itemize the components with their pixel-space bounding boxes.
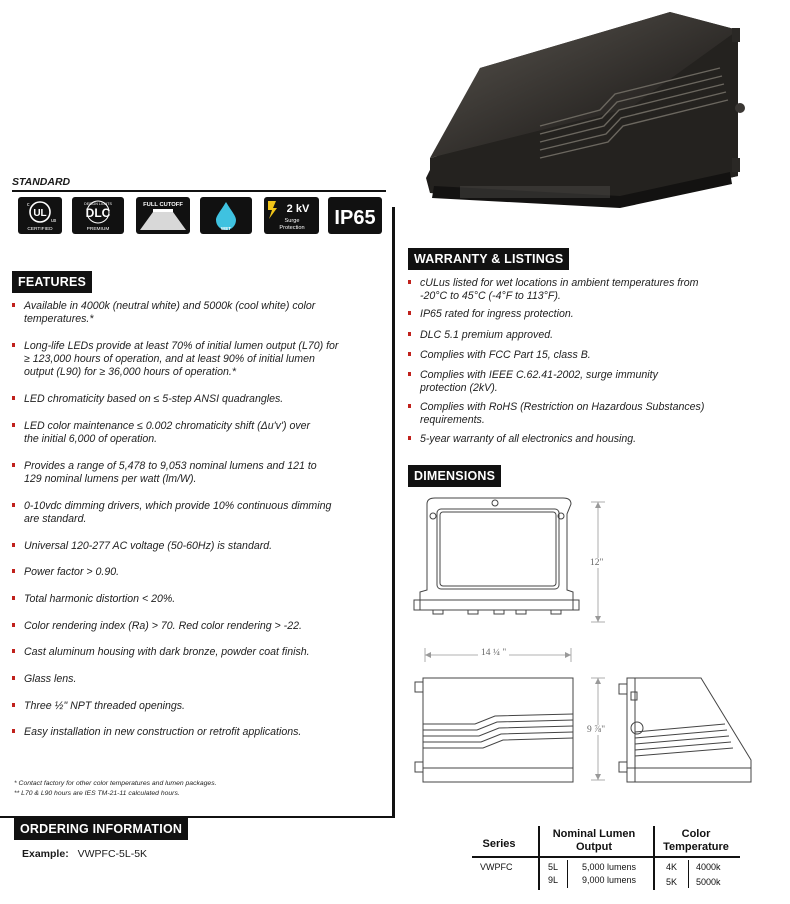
standard-label: STANDARD	[12, 176, 71, 188]
bullet-icon	[12, 676, 15, 680]
list-item-text	[24, 460, 317, 486]
color-header-2: Temperature	[663, 841, 729, 853]
column-divider	[392, 207, 395, 817]
table-header-rule	[472, 856, 740, 858]
surge-text: Surge	[284, 218, 300, 224]
list-item-text	[420, 401, 704, 427]
list-item-line: 0-10vdc dimming drivers, which provide 10% continuous dimming	[24, 500, 332, 512]
temp-value-1: 4000k	[696, 862, 721, 872]
list-item-line: LED chromaticity based on ≤ 5-step ANSI quadrangles.	[24, 393, 284, 405]
ul-certified-badge	[18, 197, 62, 234]
temp-code-2: 5K	[666, 877, 678, 887]
ip65-text: IP65	[334, 207, 376, 229]
bullet-icon	[12, 396, 15, 400]
list-item-line: output (L90) for ≥ 36,000 hours of operation.*	[24, 366, 236, 378]
height-dimension-label: 12"	[590, 558, 604, 568]
list-item-text	[420, 329, 553, 342]
list-item-text	[420, 349, 591, 362]
list-item-line: cULus listed for wet locations in ambient temperatures from	[420, 277, 699, 289]
lumen-value-1: 5,000 lumens	[582, 862, 637, 872]
list-item-text	[24, 726, 301, 739]
features-title: FEATURES	[12, 271, 92, 293]
list-item-line: Power factor > 0.90.	[24, 566, 120, 578]
bullet-icon	[12, 343, 15, 347]
list-item-text	[24, 620, 302, 633]
ul-c-mark: c	[27, 202, 30, 208]
list-item-line: Glass lens.	[24, 673, 77, 685]
bullet-icon	[12, 729, 15, 733]
bullet-icon	[12, 463, 15, 467]
footnote-1: * Contact factory for other color temperatures and lumen packages.	[14, 780, 217, 787]
bullet-icon	[408, 404, 411, 408]
lumen-header-2: Output	[575, 841, 613, 853]
table-divider-1	[538, 826, 540, 890]
list-item-line: Complies with IEEE C.62.41-2002, surge immunity	[420, 369, 658, 381]
list-item-line: temperatures.*	[24, 313, 94, 325]
example-label: Example:	[22, 848, 69, 860]
features-list	[12, 300, 382, 750]
list-item-line: 5-year warranty of all electronics and housing.	[420, 433, 637, 445]
list-item-line: Complies with FCC Part 15, class B.	[420, 349, 591, 361]
list-item-line: Available in 4000k (neutral white) and 5000k (cool white) color	[24, 300, 316, 312]
full-cutoff-text: FULL CUTOFF	[143, 202, 183, 208]
table-divider-2	[653, 826, 655, 890]
ordering-example	[22, 848, 147, 860]
wet-text: WET	[220, 226, 232, 231]
list-item-text	[420, 369, 658, 395]
dimension-drawings	[405, 492, 765, 792]
lumen-value-2: 9,000 lumens	[582, 875, 637, 885]
example-value: VWPFC-5L-5K	[77, 848, 148, 860]
list-item-text	[24, 566, 119, 579]
temp-value-2: 5000k	[696, 877, 721, 887]
bullet-icon	[12, 703, 15, 707]
surge-protection-badge	[264, 197, 319, 234]
list-item-text	[420, 308, 574, 321]
width-dimension-label: 14 ¼ "	[478, 648, 509, 658]
list-item-text	[24, 393, 283, 406]
protection-text: Protection	[279, 225, 305, 231]
lumen-code-1: 5L	[548, 862, 559, 872]
list-item-text	[24, 420, 310, 446]
dlc-premium-badge	[72, 197, 124, 234]
bullet-icon	[12, 503, 15, 507]
list-item-line: Color rendering index (Ra) > 70. Red color rendering > -22.	[24, 620, 302, 632]
list-item-line: Three ½" NPT threaded openings.	[24, 700, 185, 712]
dlc-ring-text: DESIGN LIGHTS	[84, 202, 112, 206]
dimensions-title: DIMENSIONS	[408, 465, 501, 487]
list-item-line: Total harmonic distortion < 20%.	[24, 593, 176, 605]
surge-kv-text: 2 kV	[286, 203, 310, 215]
bullet-icon	[12, 596, 15, 600]
depth-dimension-label: 9 ⅞"	[587, 725, 606, 735]
bullet-icon	[12, 623, 15, 627]
bullet-icon	[408, 436, 411, 440]
dlc-premium-text: PREMIUM	[86, 227, 110, 232]
footnote-2: ** L70 & L90 hours are IES TM-21-11 calculated hours.	[14, 790, 180, 797]
bullet-icon	[408, 372, 411, 376]
list-item-text	[420, 433, 636, 446]
ul-certified-text: CERTIFIED	[27, 227, 53, 232]
dlc-text: DLC	[85, 206, 111, 220]
product-photo	[420, 8, 750, 208]
list-item-line: Provides a range of 5,478 to 9,053 nominal lumens and 121 to	[24, 460, 317, 472]
list-item-line: 129 nominal lumens per watt (lm/W).	[24, 473, 197, 485]
bullet-icon	[12, 423, 15, 427]
wet-location-badge	[200, 197, 252, 234]
standard-rule	[12, 190, 386, 192]
list-item-line: Cast aluminum housing with dark bronze, powder coat finish.	[24, 646, 310, 658]
list-item-line: LED color maintenance ≤ 0.002 chromaticity shift (Δu'v') over	[24, 420, 311, 432]
list-item-text	[24, 646, 310, 659]
lumen-header-1: Nominal Lumen	[552, 828, 636, 840]
series-value: VWPFC	[480, 862, 513, 872]
list-item-line: are standard.	[24, 513, 87, 525]
ip65-badge	[328, 197, 382, 234]
bullet-icon	[12, 543, 15, 547]
list-item-text	[24, 673, 76, 686]
bullet-icon	[12, 303, 15, 307]
list-item-line: Complies with RoHS (Restriction on Hazardous Substances)	[420, 401, 705, 413]
list-item-text	[24, 340, 338, 379]
bullet-icon	[408, 332, 411, 336]
warranty-list	[408, 277, 778, 457]
list-item-line: DLC 5.1 premium approved.	[420, 329, 554, 341]
list-item-text	[24, 593, 175, 606]
table-inner-divider-1	[567, 860, 568, 888]
bullet-icon	[12, 569, 15, 573]
ordering-title: ORDERING INFORMATION	[14, 818, 188, 840]
list-item-line: protection (2kV).	[420, 382, 498, 394]
list-item-line: -20°C to 45°C (-4°F to 113°F).	[420, 290, 561, 302]
bullet-icon	[408, 311, 411, 315]
list-item-line: the initial 6,000 of operation.	[24, 433, 158, 445]
lumen-code-2: 9L	[548, 875, 559, 885]
list-item-line: ≥ 123,000 hours of operation, and at least 90% of initial lumen	[24, 353, 315, 365]
list-item-line: Long-life LEDs provide at least 70% of initial lumen output (L70) for	[24, 340, 339, 352]
list-item-text	[24, 500, 331, 526]
table-inner-divider-2	[688, 860, 689, 888]
warranty-title: WARRANTY & LISTINGS	[408, 248, 569, 270]
series-header: Series	[482, 838, 516, 850]
list-item-text	[420, 277, 699, 303]
bullet-icon	[408, 352, 411, 356]
temp-code-1: 4K	[666, 862, 678, 872]
color-header-1: Color	[681, 828, 711, 840]
full-cutoff-badge	[136, 197, 190, 234]
list-item-line: IP65 rated for ingress protection.	[420, 308, 574, 320]
list-item-line: Universal 120-277 AC voltage (50-60Hz) is standard.	[24, 540, 273, 552]
list-item-line: Easy installation in new construction or retrofit applications.	[24, 726, 302, 738]
list-item-line: requirements.	[420, 414, 485, 426]
bullet-icon	[408, 280, 411, 284]
list-item-text	[24, 540, 272, 553]
bullet-icon	[12, 649, 15, 653]
ul-us-mark: us	[51, 218, 57, 224]
ul-text: UL	[33, 208, 47, 219]
list-item-text	[24, 700, 185, 713]
list-item-text	[24, 300, 315, 326]
